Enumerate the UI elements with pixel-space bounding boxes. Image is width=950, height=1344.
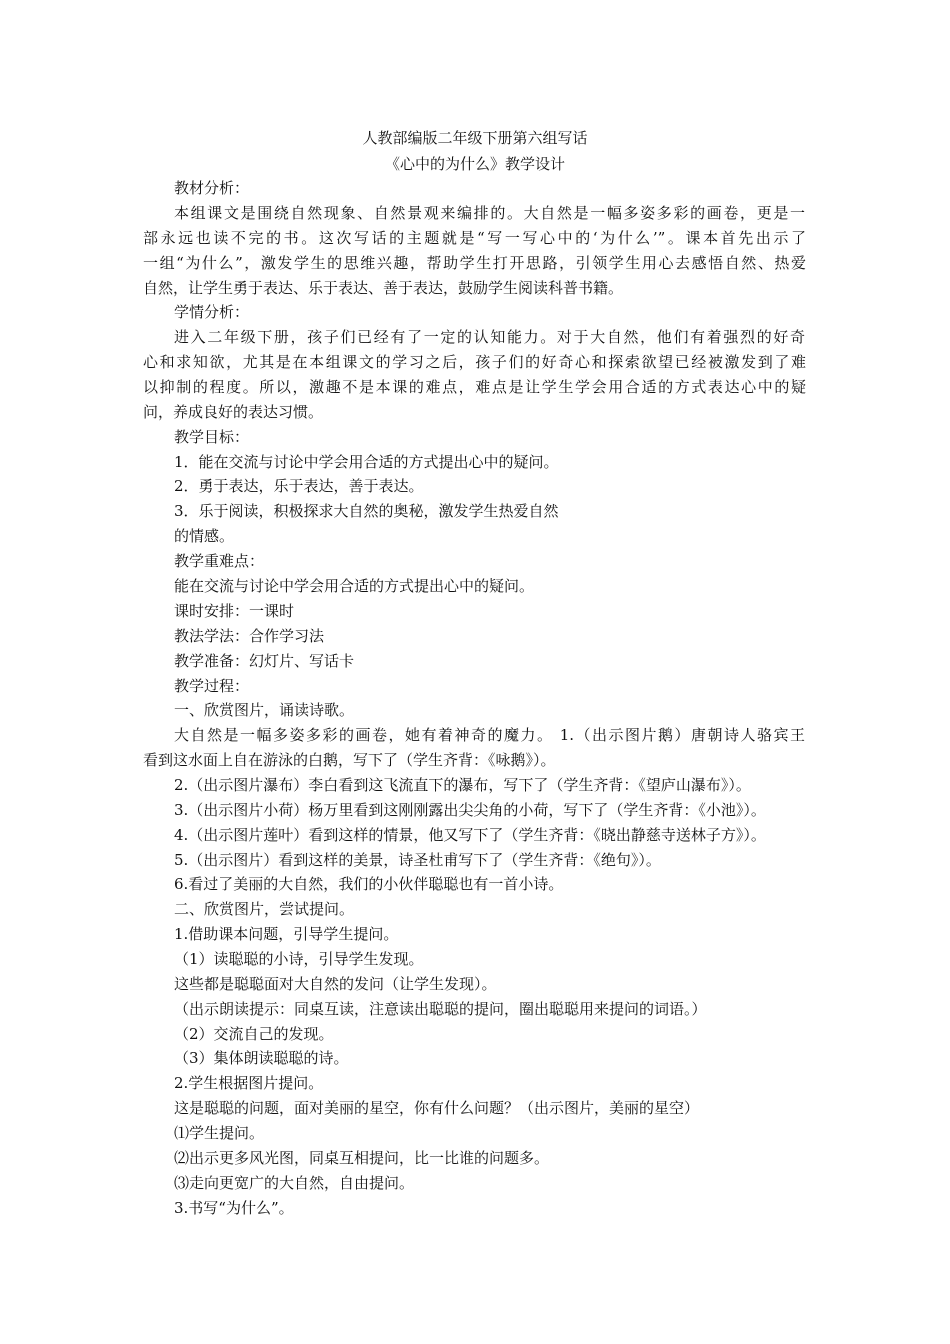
paragraph-line: 进入二年级下册，孩子们已经有了一定的认知能力。对于大自然，他们有着强烈的好奇 [174,328,805,346]
heading-teaching-process: 教学过程： [174,677,250,695]
list-item: ⑶走向更宽广的大自然，自由提问。 [174,1174,415,1192]
paragraph-line: （出示朗读提示：同桌互读，注意读出聪聪的提问，圈出聪聪用来提问的词语。） [174,1000,707,1018]
paragraph-line: 能在交流与讨论中学会用合适的方式提出心中的疑问。 [174,577,535,595]
class-hours: 课时安排：一课时 [174,602,295,620]
list-item: 5.（出示图片）看到这样的美景，诗圣杜甫写下了（学生齐背：《绝句》）。 [174,851,661,869]
paragraph-line: 自然，让学生勇于表达、乐于表达、善于表达，鼓励学生阅读科普书籍。 [143,279,624,297]
document-title: 人教部编版二年级下册第六组写话 [362,129,588,147]
heading-textbook-analysis: 教材分析： [174,179,250,197]
heading-teaching-goals: 教学目标： [174,428,250,446]
list-item: 4.（出示图片莲叶）看到这样的情景，他又写下了（学生齐背：《晓出静慈寺送林子方》）。 [174,826,766,844]
paragraph-line: 这是聪聪的问题，面对美丽的星空，你有什么问题？（出示图片，美丽的星空） [174,1099,700,1117]
section-heading-1: 一、欣赏图片，诵读诗歌。 [174,701,355,719]
list-item: （1）读聪聪的小诗，引导学生发现。 [174,950,424,968]
document-subtitle: 《心中的为什么》教学设计 [384,155,565,173]
list-item: （3）集体朗读聪聪的诗。 [174,1049,349,1067]
paragraph-line: 本组课文是围绕自然现象、自然景观来编排的。大自然是一幅多姿多彩的画卷，更是一 [174,204,805,222]
paragraph-line: 部永远也读不完的书。这次写话的主题就是“写一写心中的‘为什么’”。课本首先出示了 [143,229,806,247]
paragraph-line: 问，养成良好的表达习惯。 [143,403,324,421]
list-item: （2）交流自己的发现。 [174,1025,334,1043]
teaching-methods: 教法学法：合作学习法 [174,627,325,645]
paragraph-line: 大自然是一幅多姿多彩的画卷，她有着神奇的魔力。 1.（出示图片鹅）唐朝诗人骆宾王 [174,726,805,744]
list-item: 2.学生根据图片提问。 [174,1074,324,1092]
heading-key-difficulty: 教学重难点： [174,552,265,570]
goal-item-continued: 的情感。 [174,527,235,545]
list-item: 3.书写“为什么”。 [174,1199,294,1217]
list-item: 6.看过了美丽的大自然，我们的小伙伴聪聪也有一首小诗。 [174,875,564,893]
list-item: 2.（出示图片瀑布）李白看到这飞流直下的瀑布，写下了（学生齐背：《望庐山瀑布》）。 [174,776,751,794]
teaching-preparation: 教学准备：幻灯片、写话卡 [174,652,355,670]
list-item: 3.（出示图片小荷）杨万里看到这刚刚露出尖尖角的小荷，写下了（学生齐背：《小池》）。 [174,801,766,819]
list-item: 1.借助课本问题，引导学生提问。 [174,925,399,943]
paragraph-line: 这些都是聪聪面对大自然的发问（让学生发现）。 [174,975,497,993]
list-item: ⑴学生提问。 [174,1124,265,1142]
section-heading-2: 二、欣赏图片，尝试提问。 [174,900,355,918]
goal-item: 3．乐于阅读，积极探求大自然的奥秘，激发学生热爱自然 [174,502,559,520]
heading-learner-analysis: 学情分析： [174,303,250,321]
paragraph-line: 看到这水面上自在游泳的白鹅，写下了（学生齐背：《咏鹅》）。 [143,751,556,769]
paragraph-line: 以抑制的程度。所以，激趣不是本课的难点，难点是让学生学会用合适的方式表达心中的疑 [143,378,806,396]
list-item: ⑵出示更多风光图，同桌互相提问，比一比谁的问题多。 [174,1149,550,1167]
paragraph-line: 一组“为什么”，激发学生的思维兴趣，帮助学生打开思路，引领学生用心去感悟自然、热爱 [143,254,806,272]
goal-item: 2．勇于表达，乐于表达，善于表达。 [174,477,424,495]
paragraph-line: 心和求知欲，尤其是在本组课文的学习之后，孩子们的好奇心和探索欲望已经被激发到了难 [143,353,806,371]
goal-item: 1．能在交流与讨论中学会用合适的方式提出心中的疑问。 [174,453,559,471]
